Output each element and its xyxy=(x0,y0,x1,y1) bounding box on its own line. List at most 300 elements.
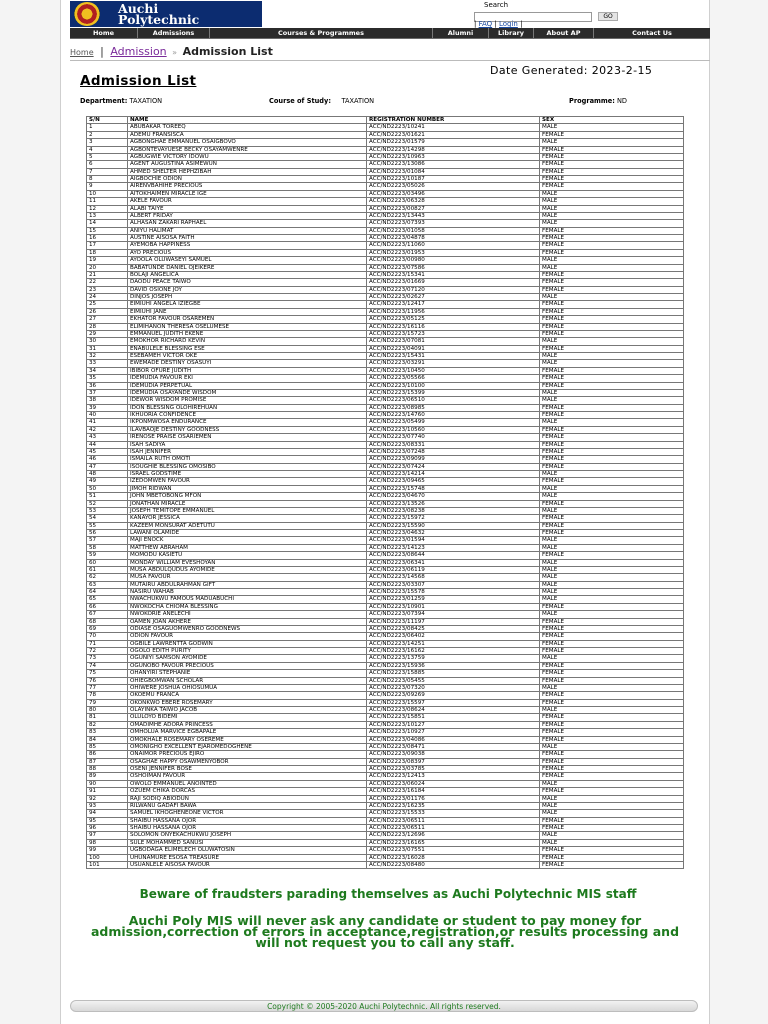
cell-reg-number: ACC/ND2223/13526 xyxy=(367,500,540,507)
cell-name: OGUNIYI SAMSON AYOMIDE xyxy=(128,655,367,662)
cell-sex: FEMALE xyxy=(540,662,684,669)
cell-sn: 42 xyxy=(87,426,128,433)
cell-name: ONAIMOR PRECIOUS EJIRO xyxy=(128,751,367,758)
cell-name: AITOKHAIMEN MIRACLE IGE xyxy=(128,190,367,197)
table-row xyxy=(87,596,684,603)
cell-sn: 16 xyxy=(87,235,128,242)
cell-sn: 84 xyxy=(87,736,128,743)
cell-sn: 48 xyxy=(87,471,128,478)
cell-sex: MALE xyxy=(540,566,684,573)
cell-sn: 44 xyxy=(87,441,128,448)
table-row xyxy=(87,478,684,485)
cell-reg-number: ACC/ND2223/11060 xyxy=(367,242,540,249)
table-row xyxy=(87,316,684,323)
cell-name: AGBONGHAE EMMANUEL OSAIGBOVO xyxy=(128,139,367,146)
table-row xyxy=(87,382,684,389)
cell-reg-number: ACC/ND2223/16165 xyxy=(367,839,540,846)
cell-sex: FEMALE xyxy=(540,522,684,529)
cell-name: OWOLO EMMANUEL ANOINTED xyxy=(128,780,367,787)
cell-sn: 73 xyxy=(87,655,128,662)
cell-sn: 7 xyxy=(87,168,128,175)
cell-sn: 49 xyxy=(87,478,128,485)
cell-sn: 61 xyxy=(87,566,128,573)
table-row xyxy=(87,360,684,367)
cell-sex: MALE xyxy=(540,574,684,581)
cell-name: ISAH SADIYA xyxy=(128,441,367,448)
cell-name: ESEBAMEH VICTOR OKE xyxy=(128,353,367,360)
cell-reg-number: ACC/ND2223/15590 xyxy=(367,522,540,529)
course-value: TAXATION xyxy=(341,97,375,105)
cell-sn: 62 xyxy=(87,574,128,581)
cell-reg-number: ACC/ND2223/12696 xyxy=(367,832,540,839)
table-row xyxy=(87,552,684,559)
table-row xyxy=(87,448,684,455)
site-logo[interactable] xyxy=(70,1,262,27)
cell-name: NASIRU WAHAB xyxy=(128,589,367,596)
cell-reg-number: ACC/ND2223/10127 xyxy=(367,721,540,728)
table-row xyxy=(87,530,684,537)
cell-sn: 47 xyxy=(87,463,128,470)
cell-sex: FEMALE xyxy=(540,648,684,655)
cell-name: KAZEEM MONSURAT ADETUTU xyxy=(128,522,367,529)
go-button[interactable]: GO xyxy=(598,12,618,21)
cell-sex: MALE xyxy=(540,544,684,551)
table-row xyxy=(87,353,684,360)
table-row xyxy=(87,271,684,278)
nav-alumni[interactable]: Alumni xyxy=(433,28,489,38)
breadcrumb xyxy=(70,45,273,58)
table-row xyxy=(87,139,684,146)
cell-sn: 86 xyxy=(87,751,128,758)
cell-reg-number: ACC/ND2223/05566 xyxy=(367,375,540,382)
table-row xyxy=(87,640,684,647)
cell-sn: 76 xyxy=(87,677,128,684)
table-row xyxy=(87,249,684,256)
cell-sn: 82 xyxy=(87,721,128,728)
cell-sn: 30 xyxy=(87,338,128,345)
cell-sex: MALE xyxy=(540,264,684,271)
cell-name: EWEMADE DESTINY OSASUYI xyxy=(128,360,367,367)
cell-name: LAWANI OLAMIDE xyxy=(128,530,367,537)
nav-home[interactable]: Home xyxy=(70,28,138,38)
cell-reg-number: ACC/ND2223/03496 xyxy=(367,190,540,197)
cell-name: MUTAIRU ABDULRAHMAN GIFT xyxy=(128,581,367,588)
cell-name: ADEMU FRANSISCA xyxy=(128,131,367,138)
table-row xyxy=(87,220,684,227)
cell-reg-number: ACC/ND2223/13443 xyxy=(367,212,540,219)
cell-sex: FEMALE xyxy=(540,308,684,315)
cell-reg-number: ACC/ND2223/14568 xyxy=(367,574,540,581)
cell-name: SULE MOHAMMED SANUSI xyxy=(128,839,367,846)
cell-sex: MALE xyxy=(540,780,684,787)
table-row xyxy=(87,456,684,463)
table-row xyxy=(87,729,684,736)
table-row xyxy=(87,559,684,566)
cell-reg-number: ACC/ND2223/07424 xyxy=(367,463,540,470)
cell-sex: MALE xyxy=(540,220,684,227)
programme-label: Programme: xyxy=(569,97,615,105)
cell-sn: 65 xyxy=(87,596,128,603)
cell-name: OMONIGHO EXCELLENT EJAROMEDOGHENE xyxy=(128,743,367,750)
cell-sn: 80 xyxy=(87,707,128,714)
table-header-row xyxy=(87,117,684,124)
table-row xyxy=(87,854,684,861)
table-row xyxy=(87,463,684,470)
cell-name: OSENI JENNIFER BOSE xyxy=(128,766,367,773)
nav-contact[interactable]: Contact Us xyxy=(632,29,672,37)
cell-name: RAJI SODIQ ABIODUN xyxy=(128,795,367,802)
cell-sn: 75 xyxy=(87,670,128,677)
cell-sn: 18 xyxy=(87,249,128,256)
cell-name: UHUNAMURE ESOSA TREASURE xyxy=(128,854,367,861)
cell-name: SHAIBU HASSANA OJOR xyxy=(128,817,367,824)
cell-sn: 10 xyxy=(87,190,128,197)
cell-name: EIMIUHI ANGELA IZIEGBE xyxy=(128,301,367,308)
cell-reg-number: ACC/ND2223/14251 xyxy=(367,640,540,647)
cell-reg-number: ACC/ND2223/10901 xyxy=(367,603,540,610)
cell-sn: 50 xyxy=(87,485,128,492)
cell-sex: FEMALE xyxy=(540,640,684,647)
cell-name: KANAYOR JESSICA xyxy=(128,515,367,522)
cell-reg-number: ACC/ND2223/00980 xyxy=(367,257,540,264)
cell-sn: 74 xyxy=(87,662,128,669)
crest-icon xyxy=(74,2,100,26)
table-row xyxy=(87,205,684,212)
page-title: Admission List xyxy=(80,73,197,89)
cell-sex: FEMALE xyxy=(540,714,684,721)
cell-name: ENABULELE BLESSING ESE xyxy=(128,345,367,352)
cell-name: ALBERT FRIDAY xyxy=(128,212,367,219)
cell-name: AYOOLA OLUWASEYI SAMUEL xyxy=(128,257,367,264)
cell-sn: 69 xyxy=(87,625,128,632)
cell-name: OMADIMHE ADORA PRINCESS xyxy=(128,721,367,728)
cell-sn: 35 xyxy=(87,375,128,382)
cell-sn: 78 xyxy=(87,692,128,699)
cell-sex: FEMALE xyxy=(540,301,684,308)
table-row xyxy=(87,692,684,699)
cell-sex: FEMALE xyxy=(540,618,684,625)
cell-sex: FEMALE xyxy=(540,153,684,160)
cell-name: MATTHEW ABRAHAM xyxy=(128,544,367,551)
table-row xyxy=(87,131,684,138)
cell-reg-number: ACC/ND2223/01621 xyxy=(367,131,540,138)
cell-name: OKONKWO EBERE ROSEMARY xyxy=(128,699,367,706)
cell-reg-number: ACC/ND2223/14123 xyxy=(367,544,540,551)
table-row xyxy=(87,375,684,382)
cell-reg-number: ACC/ND2223/04632 xyxy=(367,530,540,537)
table-row xyxy=(87,389,684,396)
cell-sex: FEMALE xyxy=(540,146,684,153)
cell-reg-number: ACC/ND2223/07394 xyxy=(367,611,540,618)
header-name: NAME xyxy=(128,117,367,124)
cell-sn: 88 xyxy=(87,766,128,773)
cell-name: IRENOSE PRAISE OSARIEMEN xyxy=(128,434,367,441)
logo-line2: Polytechnic xyxy=(118,12,200,27)
faq-link[interactable]: FAQ xyxy=(478,20,493,28)
cell-sex: MALE xyxy=(540,397,684,404)
cell-name: ISAH JENNIFER xyxy=(128,448,367,455)
cell-sex: FEMALE xyxy=(540,235,684,242)
table-row xyxy=(87,707,684,714)
cell-sex: FEMALE xyxy=(540,323,684,330)
logo-text xyxy=(118,3,199,25)
cell-reg-number: ACC/ND2223/15341 xyxy=(367,271,540,278)
cell-reg-number: ACC/ND2223/15851 xyxy=(367,714,540,721)
cell-sex: FEMALE xyxy=(540,456,684,463)
cell-name: DAVID OSIONE JOY xyxy=(128,286,367,293)
cell-name: IDEMUDIA PERPETUAL xyxy=(128,382,367,389)
breadcrumb-arrow: » xyxy=(172,48,178,57)
cell-sn: 72 xyxy=(87,648,128,655)
cell-sex: FEMALE xyxy=(540,412,684,419)
login-link[interactable]: Login xyxy=(498,20,518,28)
cell-name: JONATHAN MIRACLE xyxy=(128,500,367,507)
cell-sex: MALE xyxy=(540,810,684,817)
cell-sn: 99 xyxy=(87,847,128,854)
cell-reg-number: ACC/ND2223/10187 xyxy=(367,176,540,183)
cell-name: ISOUGHIE BLESSING OMOSIBO xyxy=(128,463,367,470)
nav-library[interactable]: Library xyxy=(489,28,534,38)
cell-sex: FEMALE xyxy=(540,367,684,374)
table-row xyxy=(87,832,684,839)
cell-name: IKHUORIA CONFIDENCE xyxy=(128,412,367,419)
cell-sn: 101 xyxy=(87,861,128,868)
cell-sex: MALE xyxy=(540,684,684,691)
cell-sex: MALE xyxy=(540,294,684,301)
table-row xyxy=(87,847,684,854)
cell-reg-number: ACC/ND2223/01669 xyxy=(367,279,540,286)
cell-name: OHANYIRI STEPHANIE xyxy=(128,670,367,677)
cell-sn: 14 xyxy=(87,220,128,227)
cell-reg-number: ACC/ND2223/14214 xyxy=(367,471,540,478)
cell-name: OLAYINKA TAIWO JACOB xyxy=(128,707,367,714)
table-row xyxy=(87,168,684,175)
cell-sex: FEMALE xyxy=(540,434,684,441)
breadcrumb-separator: | xyxy=(100,45,104,58)
cell-sn: 46 xyxy=(87,456,128,463)
cell-name: IDEMUDIA FAVOUR EKI xyxy=(128,375,367,382)
cell-sn: 27 xyxy=(87,316,128,323)
cell-sn: 3 xyxy=(87,139,128,146)
nav-about[interactable]: About AP xyxy=(534,28,594,38)
table-row xyxy=(87,323,684,330)
cell-sex: MALE xyxy=(540,655,684,662)
cell-name: AKELE FAVOUR xyxy=(128,198,367,205)
cell-reg-number: ACC/ND2223/08331 xyxy=(367,441,540,448)
cell-name: OSAGHAE HAPPY OSAWMENYOBOR xyxy=(128,758,367,765)
cell-name: AIRENVBAHIHE PRECIOUS xyxy=(128,183,367,190)
cell-sex: FEMALE xyxy=(540,766,684,773)
table-row xyxy=(87,603,684,610)
breadcrumb-admission[interactable]: Admission xyxy=(110,45,167,58)
cell-sex: FEMALE xyxy=(540,183,684,190)
cell-sn: 36 xyxy=(87,382,128,389)
cell-sn: 58 xyxy=(87,544,128,551)
table-row xyxy=(87,633,684,640)
cell-reg-number: ACC/ND2223/13759 xyxy=(367,655,540,662)
table-row xyxy=(87,611,684,618)
cell-sn: 25 xyxy=(87,301,128,308)
cell-sex: FEMALE xyxy=(540,515,684,522)
table-row xyxy=(87,766,684,773)
cell-sex: MALE xyxy=(540,419,684,426)
header-reg-number: REGISTRATION NUMBER xyxy=(367,117,540,124)
fraud-warning-heading: Beware of fraudsters parading themselves as Auchi Polytechnic MIS staff xyxy=(139,887,637,901)
cell-sex: FEMALE xyxy=(540,316,684,323)
cell-sn: 90 xyxy=(87,780,128,787)
table-row xyxy=(87,397,684,404)
cell-name: DINJOS JOSEPH xyxy=(128,294,367,301)
cell-reg-number: ACC/ND2223/06341 xyxy=(367,559,540,566)
cell-sex: MALE xyxy=(540,839,684,846)
cell-reg-number: ACC/ND2223/16162 xyxy=(367,648,540,655)
cell-sex: FEMALE xyxy=(540,677,684,684)
cell-name: EKHATOR FAVOUR OSAREMEN xyxy=(128,316,367,323)
table-row xyxy=(87,721,684,728)
table-row xyxy=(87,153,684,160)
cell-reg-number: ACC/ND2223/11956 xyxy=(367,308,540,315)
cell-sex: MALE xyxy=(540,212,684,219)
department-info xyxy=(80,97,162,105)
table-row xyxy=(87,198,684,205)
table-row xyxy=(87,670,684,677)
cell-sex: MALE xyxy=(540,198,684,205)
nav-admissions[interactable]: Admissions xyxy=(138,28,210,38)
cell-reg-number: ACC/ND2223/01058 xyxy=(367,227,540,234)
cell-sn: 33 xyxy=(87,360,128,367)
cell-sex: FEMALE xyxy=(540,825,684,832)
table-row xyxy=(87,780,684,787)
cell-reg-number: ACC/ND2223/15748 xyxy=(367,485,540,492)
cell-reg-number: ACC/ND2223/10560 xyxy=(367,426,540,433)
cell-name: EIMIUHI JANE xyxy=(128,308,367,315)
cell-sn: 20 xyxy=(87,264,128,271)
table-row xyxy=(87,345,684,352)
cell-sn: 45 xyxy=(87,448,128,455)
cell-sex: MALE xyxy=(540,360,684,367)
cell-reg-number: ACC/ND2223/08480 xyxy=(367,861,540,868)
cell-sex: FEMALE xyxy=(540,552,684,559)
cell-reg-number: ACC/ND2223/06511 xyxy=(367,825,540,832)
cell-sn: 96 xyxy=(87,825,128,832)
cell-reg-number: ACC/ND2223/15399 xyxy=(367,389,540,396)
cell-sn: 39 xyxy=(87,404,128,411)
course-label: Course of Study: xyxy=(269,97,331,105)
table-row xyxy=(87,522,684,529)
cell-sex: FEMALE xyxy=(540,441,684,448)
cell-sn: 87 xyxy=(87,758,128,765)
breadcrumb-divider xyxy=(70,60,710,61)
quick-links xyxy=(474,20,522,28)
cell-name: EMOKHOR RICHARD KEVIN xyxy=(128,338,367,345)
cell-reg-number: ACC/ND2223/07081 xyxy=(367,338,540,345)
cell-name: BOLAJI ANGELICA xyxy=(128,271,367,278)
cell-reg-number: ACC/ND2223/07740 xyxy=(367,434,540,441)
cell-sn: 40 xyxy=(87,412,128,419)
cell-reg-number: ACC/ND2223/08425 xyxy=(367,625,540,632)
cell-name: AYO PRECIOUS xyxy=(128,249,367,256)
table-row xyxy=(87,242,684,249)
cell-name: EMMANUEL JUDITH EKENE xyxy=(128,330,367,337)
table-row xyxy=(87,507,684,514)
cell-sn: 67 xyxy=(87,611,128,618)
cell-sn: 23 xyxy=(87,286,128,293)
cell-sn: 8 xyxy=(87,176,128,183)
cell-sn: 66 xyxy=(87,603,128,610)
cell-reg-number: ACC/ND2223/05499 xyxy=(367,419,540,426)
table-row xyxy=(87,861,684,868)
cell-reg-number: ACC/ND2223/15936 xyxy=(367,662,540,669)
cell-name: MONDAY WILLIAM EVESHOYAN xyxy=(128,559,367,566)
cell-reg-number: ACC/ND2223/15533 xyxy=(367,810,540,817)
cell-sn: 60 xyxy=(87,559,128,566)
table-row xyxy=(87,589,684,596)
table-row xyxy=(87,736,684,743)
table-row xyxy=(87,330,684,337)
cell-sex: MALE xyxy=(540,802,684,809)
cell-sn: 37 xyxy=(87,389,128,396)
cell-reg-number: ACC/ND2223/04086 xyxy=(367,736,540,743)
table-row xyxy=(87,493,684,500)
cell-sn: 15 xyxy=(87,227,128,234)
table-row xyxy=(87,699,684,706)
cell-sn: 4 xyxy=(87,146,128,153)
cell-reg-number: ACC/ND2223/06510 xyxy=(367,397,540,404)
cell-name: OMOKHALE ROSEMARY OSEREME xyxy=(128,736,367,743)
table-row xyxy=(87,264,684,271)
cell-reg-number: ACC/ND2223/09038 xyxy=(367,751,540,758)
cell-reg-number: ACC/ND2223/10927 xyxy=(367,729,540,736)
cell-reg-number: ACC/ND2223/05455 xyxy=(367,677,540,684)
cell-reg-number: ACC/ND2223/10963 xyxy=(367,153,540,160)
cell-name: SHAIBU HASSANA OJOR xyxy=(128,825,367,832)
cell-reg-number: ACC/ND2223/14760 xyxy=(367,412,540,419)
table-row xyxy=(87,338,684,345)
cell-sex: MALE xyxy=(540,707,684,714)
cell-reg-number: ACC/ND2223/15597 xyxy=(367,699,540,706)
cell-sn: 32 xyxy=(87,353,128,360)
table-row xyxy=(87,618,684,625)
cell-sex: MALE xyxy=(540,611,684,618)
table-row xyxy=(87,146,684,153)
table-row xyxy=(87,176,684,183)
table-row xyxy=(87,301,684,308)
cell-reg-number: ACC/ND2223/10241 xyxy=(367,124,540,131)
cell-sn: 59 xyxy=(87,552,128,559)
table-row xyxy=(87,294,684,301)
cell-reg-number: ACC/ND2223/16116 xyxy=(367,323,540,330)
cell-name: JIMOH RIDWAN xyxy=(128,485,367,492)
cell-reg-number: ACC/ND2223/14298 xyxy=(367,146,540,153)
cell-sex: FEMALE xyxy=(540,788,684,795)
cell-sn: 94 xyxy=(87,810,128,817)
cell-reg-number: ACC/ND2223/05026 xyxy=(367,183,540,190)
breadcrumb-home[interactable]: Home xyxy=(70,48,94,57)
table-row xyxy=(87,124,684,131)
nav-courses[interactable]: Courses & Programmes xyxy=(210,28,433,38)
cell-reg-number: ACC/ND2223/03785 xyxy=(367,766,540,773)
table-row xyxy=(87,758,684,765)
cell-reg-number: ACC/ND2223/16184 xyxy=(367,788,540,795)
cell-sex: MALE xyxy=(540,493,684,500)
cell-sex: FEMALE xyxy=(540,736,684,743)
cell-reg-number: ACC/ND2223/15885 xyxy=(367,670,540,677)
cell-name: AIGBOCHIE ODION xyxy=(128,176,367,183)
cell-sex: MALE xyxy=(540,581,684,588)
cell-reg-number: ACC/ND2223/16028 xyxy=(367,854,540,861)
cell-name: UGBODAGA ELIMELECH OLUWATOSIN xyxy=(128,847,367,854)
header-sn: S/N xyxy=(87,117,128,124)
